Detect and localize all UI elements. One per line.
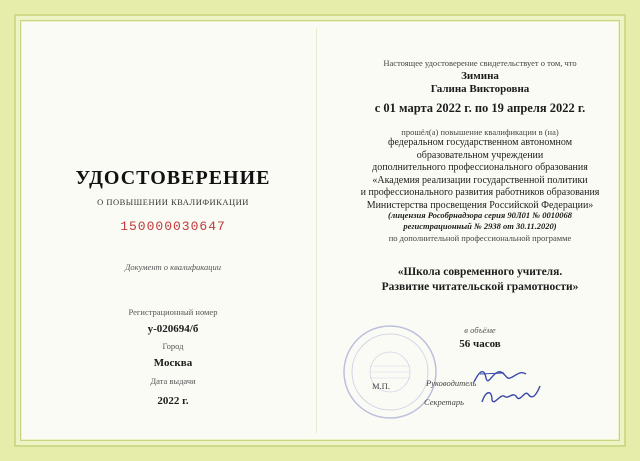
volume-label: в объёме — [464, 325, 496, 335]
round-seal-stamp — [340, 322, 440, 422]
seal-label: М.П. — [372, 381, 390, 391]
registration-label: Регистрационный номер — [128, 307, 218, 317]
program-label: по дополнительной профессиональной программе — [388, 233, 572, 243]
city-value: Москва — [153, 357, 193, 369]
document-kind: Документ о квалификации — [124, 262, 222, 272]
document-title: УДОСТОВЕРЕНИЕ — [75, 167, 271, 189]
head-label: Руководитель — [426, 378, 477, 388]
license-line: (лицензия Рособрнадзора серия 90Л01 № 0010068 — [388, 210, 572, 220]
secretary-label: Секретарь — [424, 397, 464, 407]
fold-line — [316, 28, 317, 433]
organization-line: «Академия реализации государственной политики — [372, 174, 588, 186]
organization-line: образовательном учреждении — [416, 149, 544, 161]
issue-date-label: Дата выдачи — [150, 376, 196, 386]
hours-value: 56 часов — [459, 338, 501, 350]
secretary-signature — [478, 382, 548, 410]
document-subtitle: О ПОВЫШЕНИИ КВАЛИФИКАЦИИ — [97, 197, 249, 207]
organization-block — [330, 137, 630, 212]
holder-given-names: Галина Викторовна — [430, 83, 530, 95]
license-line: регистрационный № 2938 от 30.11.2020) — [403, 220, 557, 231]
registration-number: у-020694/б — [147, 323, 199, 335]
organization-line: Министерства просвещения Российской Федерации» — [366, 199, 594, 211]
intro-text: Настоящее удостоверение свидетельствует о том, что — [383, 58, 577, 68]
holder-surname: Зимина — [461, 70, 499, 82]
passed-text: прошёл(а) повышение квалификации в (на) — [401, 127, 559, 137]
city-label: Город — [162, 341, 184, 351]
training-period: с 01 марта 2022 г. по 19 апреля 2022 г. — [374, 101, 586, 115]
certificate-number: 150000030647 — [120, 219, 226, 234]
organization-line: федеральном государственном автономном — [387, 137, 573, 148]
license-block — [330, 210, 630, 231]
organization-line: дополнительного профессионального образования — [372, 162, 588, 173]
issue-date-value: 2022 г. — [157, 395, 189, 407]
program-line: «Школа современного учителя. — [397, 266, 563, 278]
program-title — [330, 265, 630, 295]
program-line: Развитие читательской грамотности» — [381, 281, 579, 293]
organization-line: и профессионального развития работников образования — [360, 187, 600, 198]
